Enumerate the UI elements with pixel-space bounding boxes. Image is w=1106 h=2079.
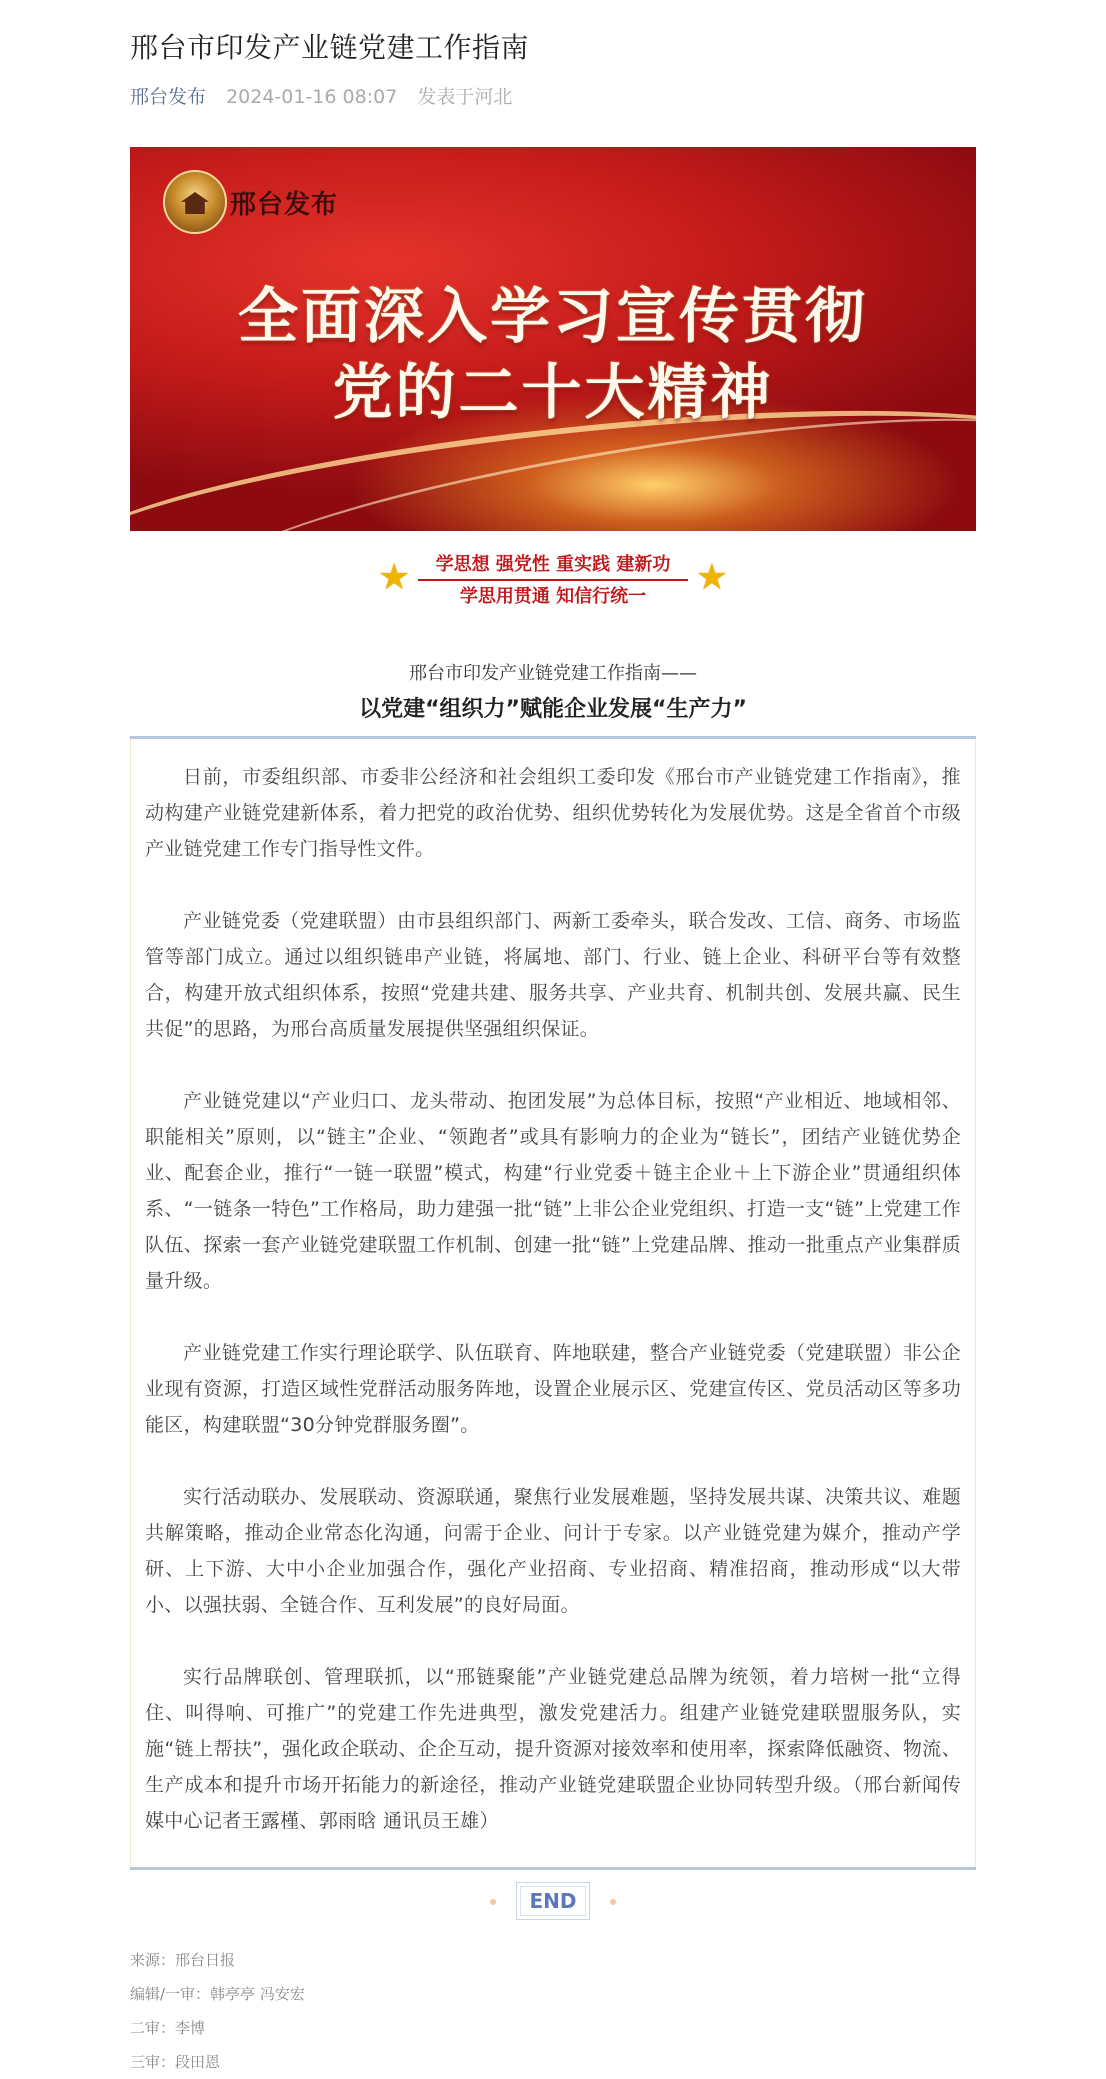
dot-icon [490,1899,496,1905]
credits [130,1943,305,2079]
article-subtitle: 邢台市印发产业链党建工作指南—— [409,663,697,684]
article-paragraph: 产业链党建以“产业归口、龙头带动、抱团发展”为总体目标，按照“产业相近、地域相邻、职能相关”原则，以“链主”企业、“领跑者”或具有影响力的企业为“链长”，团结产业链优势企业、配套企业，推行“一链一联盟”模式，构建“行业党委＋链主企业＋上下游企业”贯通组织体系、“一链条一特色”工作格局，助力建强一批“链”上非公企业党组织、打造一支“链”上党建工作队伍、探索一套产业链党建联盟工作机制、创建一批“链”上党建品牌、推动一批重点产业集群质量升级。 [145,1090,961,1292]
article-paragraph: 产业链党委（党建联盟）由市县组织部门、两新工委牵头，联合发改、工信、商务、市场监管等部门成立。通过以组织链串产业链，将属地、部门、行业、链上企业、科研平台等有效整合，构建开放式组织体系，按照“党建共建、服务共享、产业共育、机制共创、发展共赢、民生共促”的思路，为邢台高质量发展提供坚强组织保证。 [145,910,961,1040]
credit-third-review: 三审：段田恩 [130,2053,221,2071]
article-paragraph: 日前，市委组织部、市委非公经济和社会组织工委印发《邢台市产业链党建工作指南》，推动构建产业链党建新体系，着力把党的政治优势、组织优势转化为发展优势。这是全省首个市级产业链党建工作专门指导性文件。 [145,766,961,860]
banner-headline-line1: 全面深入学习宣传贯彻 [238,282,868,352]
banner-brand: 邢台发布 [230,190,339,220]
slogan-divider [418,579,688,581]
article-paragraph: 实行品牌联创、管理联抓，以“邢链聚能”产业链党建总品牌为统领，着力培树一批“立得住、叫得响、可推广”的党建工作先进典型，激发党建活力。组建产业链党建联盟服务队，实施“链上帮扶”，强化政企联动、企企互动，提升资源对接效率和使用率，探索降低融资、物流、生产成本和提升市场开拓能力的新途径，推动产业链党建联盟企业协同转型升级。（邢台新闻传媒中心记者王露槿、郭雨晗 通讯员王雄） [145,1666,961,1832]
star-icon: ★ [695,557,728,598]
article-paragraph: 产业链党建工作实行理论联学、队伍联育、阵地联建，整合产业链党委（党建联盟）非公企业现有资源，打造区域性党群活动服务阵地，设置企业展示区、党建宣传区、党员活动区等多功能区，构建联盟“30分钟党群服务圈”。 [145,1342,961,1436]
header-banner-image [130,147,976,531]
publish-time: 2024-01-16 08:07 [226,86,398,108]
tower-logo-icon [163,170,227,234]
publish-location: 发表于河北 [417,86,513,108]
page-title: 邢台市印发产业链党建工作指南 [130,31,530,64]
star-icon: ★ [378,557,411,598]
slogan-bottom: 学思用贯通 知信行统一 [459,586,647,607]
slogan-block [378,546,728,610]
article-paragraph: 实行活动联办、发展联动、资源联通，聚焦行业发展难题，坚持发展共谋、决策共议、难题共解策略，推动企业常态化沟通，问需于企业、问计于专家。以产业链党建为媒介，推动产学研、上下游、大中小企业加强合作，强化产业招商、专业招商、精准招商，推动形成“以大带小、以强扶弱、全链合作、互利发展”的良好局面。 [145,1486,961,1616]
banner-headline-line2: 党的二十大精神 [332,358,774,428]
end-badge [490,1882,616,1922]
dot-icon [610,1899,616,1905]
article-body [130,736,976,1870]
article-meta [130,82,512,109]
end-label: END [516,1882,590,1920]
slogan-top: 学思想 强党性 重实践 建新功 [435,554,671,575]
article-headline: 以党建“组织力”赋能企业发展“生产力” [359,697,747,722]
author-link[interactable]: 邢台发布 [130,86,207,108]
credit-editor: 编辑/一审：韩亭亭 冯安宏 [130,1985,305,2003]
credit-source: 来源：邢台日报 [130,1951,236,1969]
credit-second-review: 二审：李博 [130,2019,206,2037]
